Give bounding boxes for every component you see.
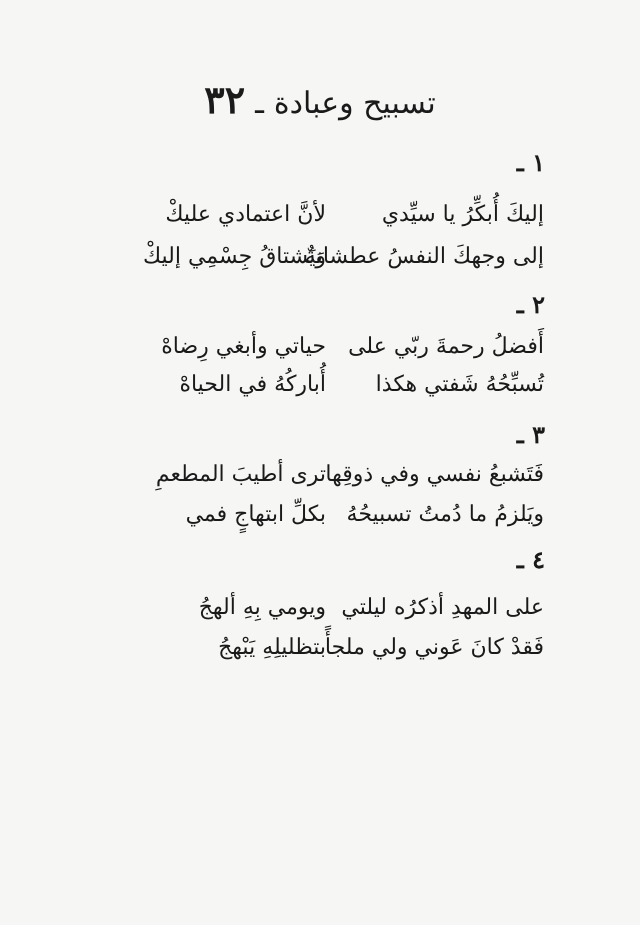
verse-line (0, 365, 640, 405)
verse-first-hemistich: إليكَ أُبكِّرُ يا سيِّدي (381, 202, 544, 227)
stanza-number: ١ ـ (516, 148, 545, 177)
verse-line (0, 455, 640, 495)
verse-first-hemistich: إلى وجهكَ النفسُ عطشانةٌ (304, 244, 544, 269)
page-title (0, 78, 640, 126)
verse-second-hemistich: بتظليلِهِ يَبْهجُ (218, 635, 326, 660)
verse-second-hemistich: ترى أطيبَ المطعمِ (155, 462, 326, 487)
verse-first-hemistich: ويَلزمُ ما دُمتُ تسبيحُهُ (346, 502, 544, 527)
verse-second-hemistich: وَيَشتاقُ جِسْمِي إليكْ (142, 244, 326, 269)
verse-second-hemistich: حياتي وأبغي رِضاهْ (161, 334, 326, 359)
stanza-number: ٣ ـ (516, 420, 545, 449)
verse-line (0, 327, 640, 367)
stanza-number: ٢ ـ (516, 290, 545, 319)
verse-second-hemistich: أُباركُهُ في الحياهْ (179, 372, 326, 397)
verse-line (0, 195, 640, 235)
verse-line (0, 495, 640, 535)
verse-line (0, 588, 640, 628)
verse-line (0, 628, 640, 668)
title-text: تسبيح وعبادة (273, 86, 436, 121)
verse-line (0, 237, 640, 277)
verse-second-hemistich: لأنَّ اعتمادي عليكْ (165, 202, 326, 227)
verse-second-hemistich: ويومي بِهِ ألهجُ (198, 595, 326, 620)
title-dash: ـ (255, 86, 264, 121)
verse-first-hemistich: تُسبِّحُهُ شَفتي هكذا (375, 372, 544, 397)
title-number: ٣٢ (204, 77, 246, 122)
verse-second-hemistich: بكلِّ ابتهاجٍ فمي (185, 502, 326, 527)
verse-first-hemistich: أَفضلُ رحمةَ ربّي على (348, 334, 544, 359)
verse-first-hemistich: فَقدْ كانَ عَوني ولي ملجأً (324, 635, 544, 660)
stanza-number: ٤ ـ (516, 545, 545, 574)
verse-first-hemistich: على المهدِ أذكرُه ليلتي (341, 595, 544, 620)
verse-first-hemistich: فَتَشبعُ نفسي وفي ذوقِها (325, 462, 544, 487)
